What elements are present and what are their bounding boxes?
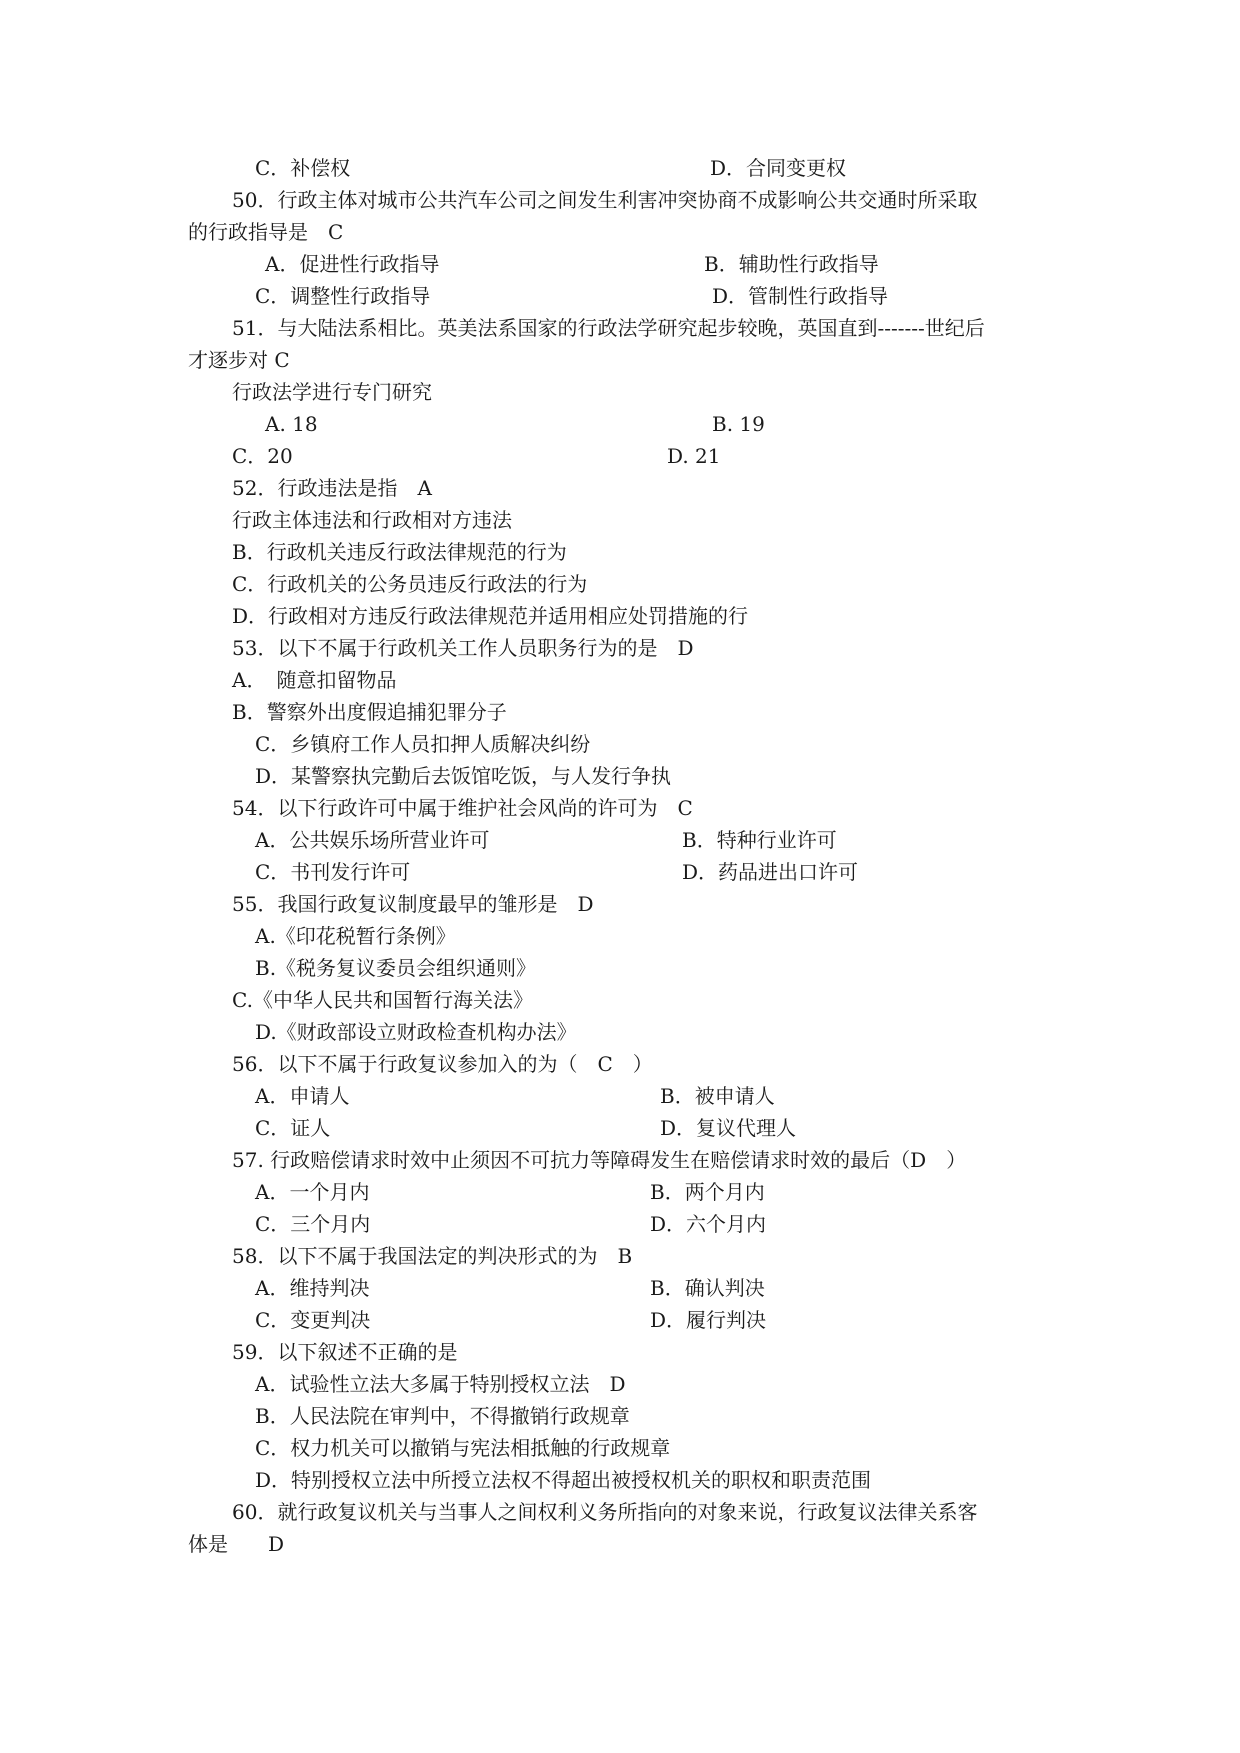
q56-option-b: B．被申请人 (660, 1084, 775, 1108)
q58-option-b: B．确认判决 (650, 1276, 765, 1300)
q51-option-c: C．20 (232, 444, 293, 468)
q55-option-d: D.《财政部设立财政检查机构办法》 (255, 1020, 577, 1044)
q56-option-c: C．证人 (255, 1116, 331, 1140)
q59-option-c: C．权力机关可以撤销与宪法相抵触的行政规章 (255, 1436, 671, 1460)
q57-option-b: B．两个月内 (650, 1180, 765, 1204)
q51-option-a: A. 18 (265, 412, 318, 436)
q55-option-c: C.《中华人民共和国暂行海关法》 (232, 988, 533, 1012)
q54-option-a: A．公共娱乐场所营业许可 (255, 828, 490, 852)
q58-stem: 58．以下不属于我国法定的判决形式的为 B (232, 1244, 633, 1268)
q51-stem: 51．与大陆法系相比。英美法系国家的行政法学研究起步较晚，英国直到-------世纪后 (232, 316, 985, 340)
q59-stem: 59．以下叙述不正确的是 (232, 1340, 458, 1364)
q52-option-d: D．行政相对方违反行政法律规范并适用相应处罚措施的行 (232, 604, 749, 628)
q60-stem: 60．就行政复议机关与当事人之间权利义务所指向的对象来说，行政复议法律关系客 (232, 1500, 978, 1524)
q51-option-b: B. 19 (712, 412, 765, 436)
q55-stem: 55．我国行政复议制度最早的雏形是 D (232, 892, 594, 916)
q53-option-d: D．某警察执完勤后去饭馆吃饭，与人发行争执 (255, 764, 672, 788)
q59-option-d: D．特别授权立法中所授立法权不得超出被授权机关的职权和职责范围 (255, 1468, 872, 1492)
q56-stem: 56．以下不属于行政复议参加入的为（ C ） (232, 1052, 653, 1076)
q50-stem: 50．行政主体对城市公共汽车公司之间发生利害冲突协商不成影响公共交通时所采取 (232, 188, 978, 212)
q51-stem-cont2: 行政法学进行专门研究 (232, 380, 432, 404)
q55-option-a: A.《印花税暂行条例》 (255, 924, 456, 948)
q59-option-a: A．试验性立法大多属于特别授权立法 D (255, 1372, 626, 1396)
q55-option-b: B.《税务复议委员会组织通则》 (255, 956, 537, 980)
q52-option-c: C．行政机关的公务员违反行政法的行为 (232, 572, 588, 596)
q50-option-d: D．管制性行政指导 (712, 284, 889, 308)
q57-option-d: D．六个月内 (650, 1212, 767, 1236)
q56-option-a: A．申请人 (255, 1084, 350, 1108)
q57-stem: 57. 行政赔偿请求时效中止须因不可抗力等障碍发生在赔偿请求时效的最后（D ） (232, 1148, 967, 1172)
q57-option-a: A．一个月内 (255, 1180, 370, 1204)
q49-option-d: D．合同变更权 (710, 156, 847, 180)
q58-option-d: D．履行判决 (650, 1308, 767, 1332)
q58-option-a: A．维持判决 (255, 1276, 370, 1300)
q52-stem: 52．行政违法是指 A (232, 476, 432, 500)
q50-option-c: C．调整性行政指导 (255, 284, 431, 308)
q54-stem: 54．以下行政许可中属于维护社会风尚的许可为 C (232, 796, 693, 820)
q53-option-b: B．警察外出度假追捕犯罪分子 (232, 700, 507, 724)
q51-option-d: D. 21 (667, 444, 721, 468)
q54-option-c: C．书刊发行许可 (255, 860, 411, 884)
q57-option-c: C．三个月内 (255, 1212, 371, 1236)
q56-option-d: D．复议代理人 (660, 1116, 797, 1140)
q60-stem-cont: 体是 D (188, 1532, 285, 1556)
q50-stem-cont: 的行政指导是 C (188, 220, 344, 244)
q50-option-b: B．辅助性行政指导 (704, 252, 879, 276)
q59-option-b: B．人民法院在审判中，不得撤销行政规章 (255, 1404, 630, 1428)
q58-option-c: C．变更判决 (255, 1308, 371, 1332)
q53-option-a: A． 随意扣留物品 (232, 668, 397, 692)
q53-stem: 53．以下不属于行政机关工作人员职务行为的是 D (232, 636, 694, 660)
q50-option-a: A．促进性行政指导 (265, 252, 440, 276)
q54-option-d: D．药品进出口许可 (682, 860, 859, 884)
q49-option-c: C．补偿权 (255, 156, 351, 180)
q52-option-a: 行政主体违法和行政相对方违法 (232, 508, 512, 532)
q52-option-b: B．行政机关违反行政法律规范的行为 (232, 540, 567, 564)
q54-option-b: B．特种行业许可 (682, 828, 837, 852)
q51-stem-cont: 才逐步对 C (188, 348, 290, 372)
q53-option-c: C．乡镇府工作人员扣押人质解决纠纷 (255, 732, 591, 756)
